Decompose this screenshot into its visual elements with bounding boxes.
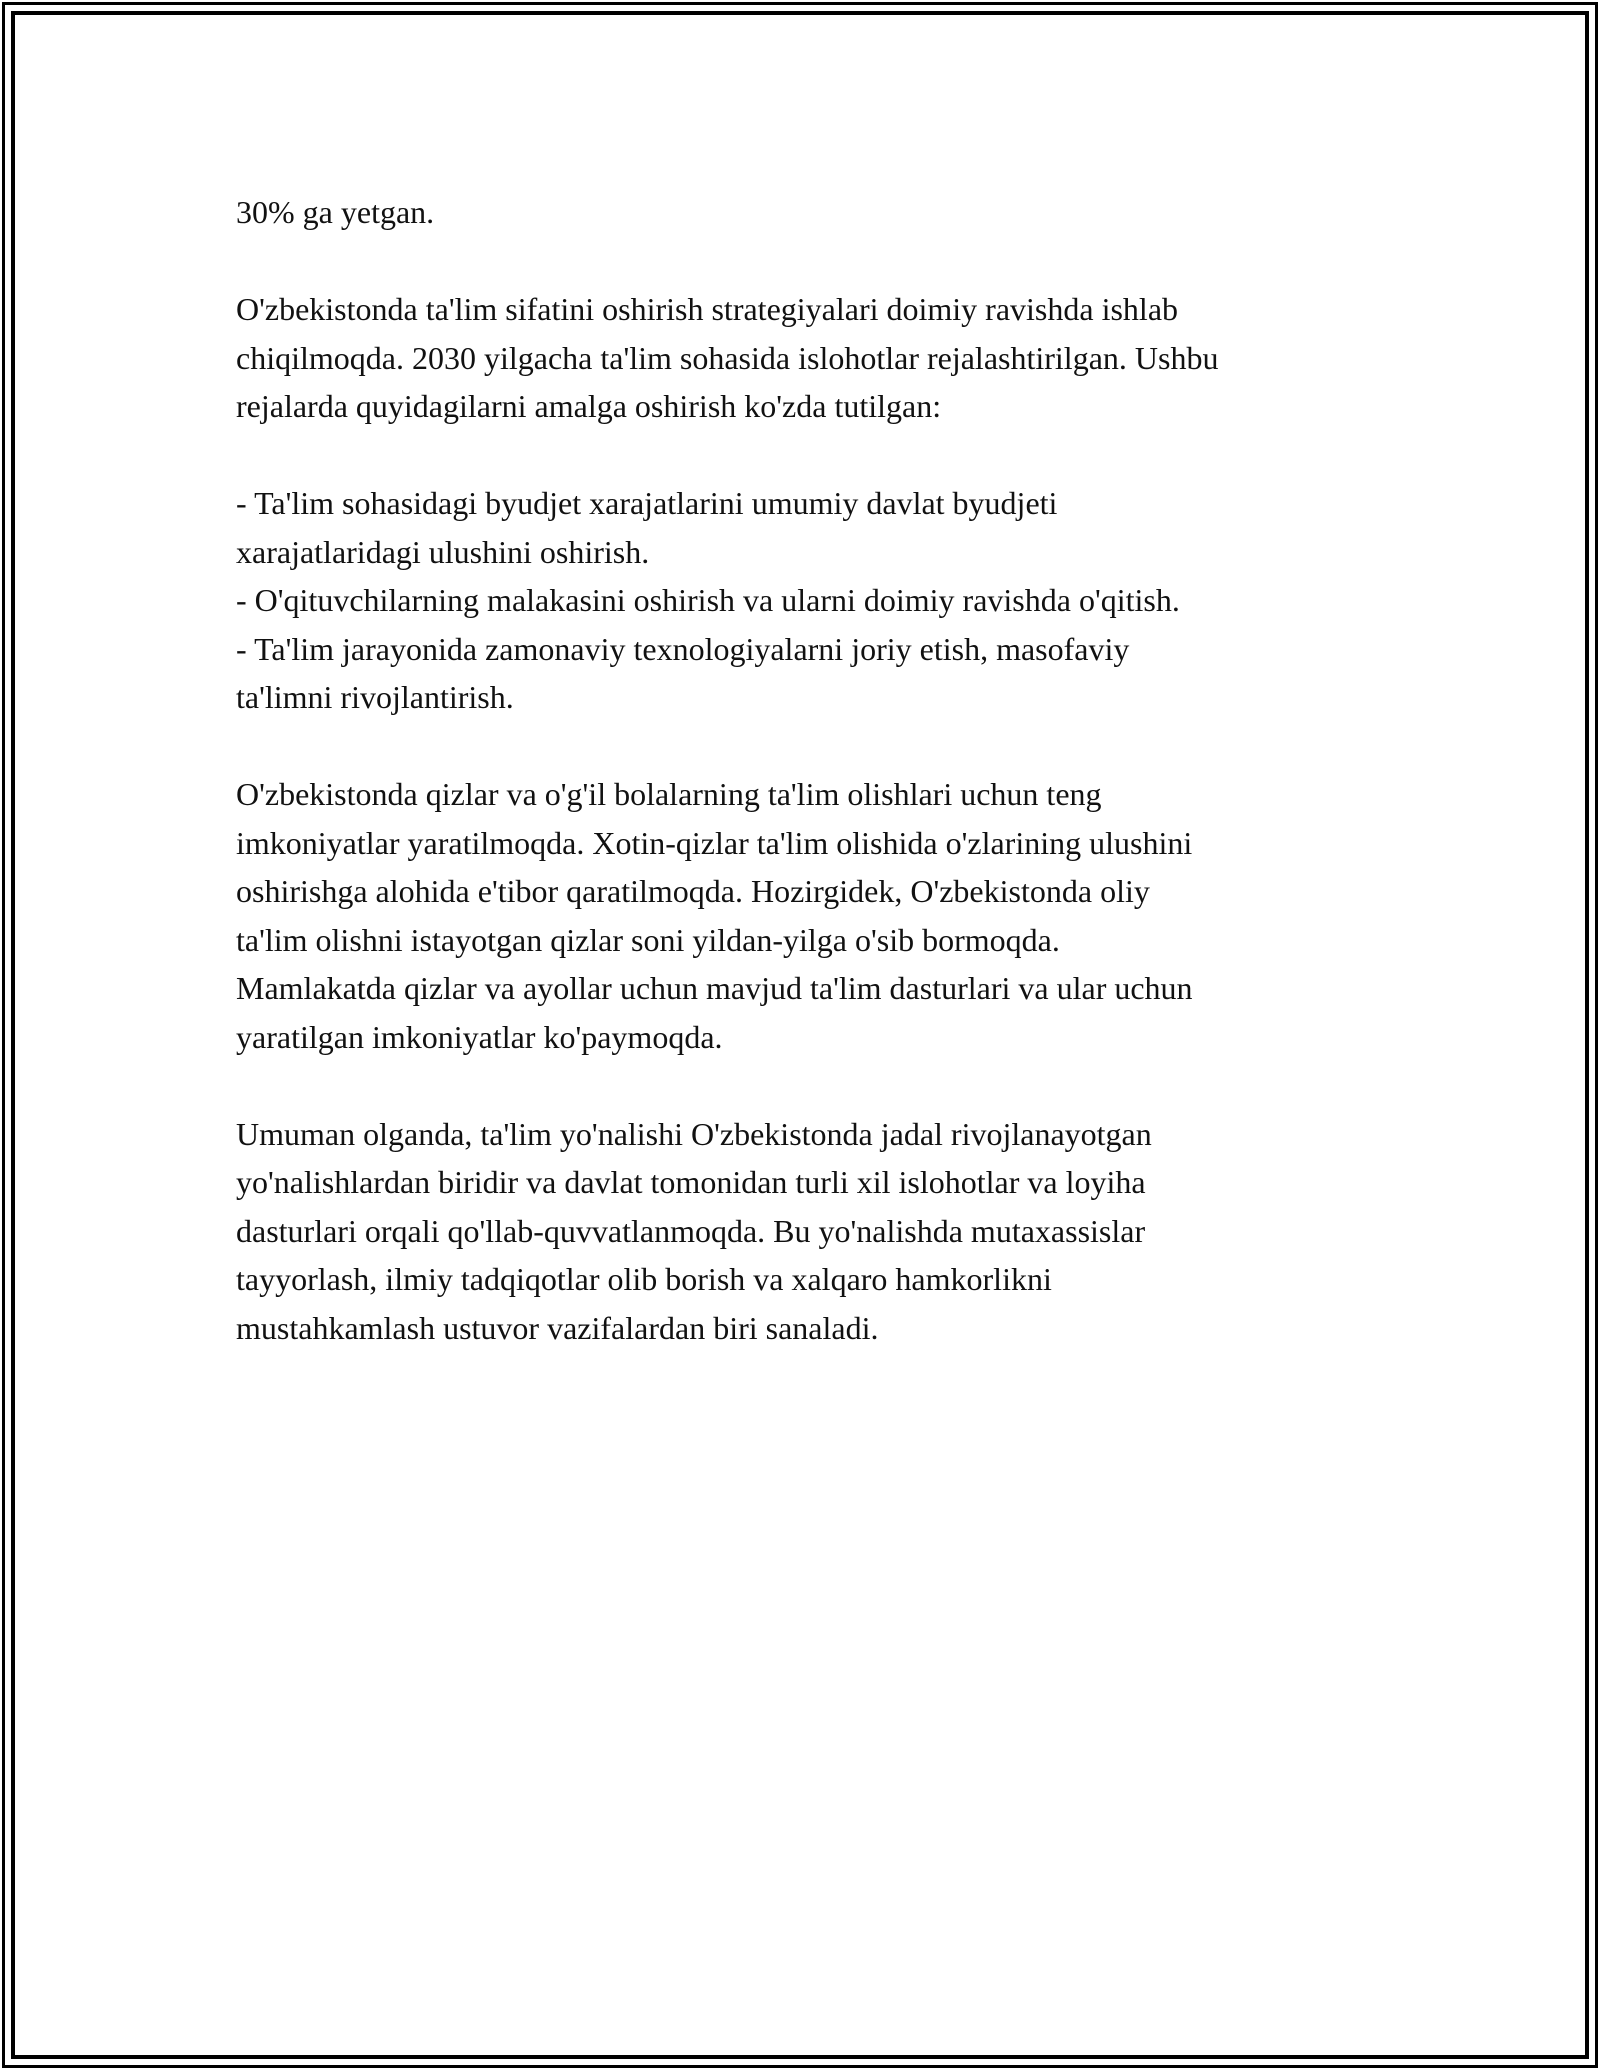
text-line: mustahkamlash ustuvor vazifalardan biri sanaladi. [236, 1309, 879, 1346]
paragraph [236, 188, 1376, 237]
paragraph-spacer [236, 1061, 1376, 1110]
text-line: O'zbekistonda qizlar va o'g'il bolalarning ta'lim olishlari uchun teng [236, 776, 1102, 812]
text-line: yo'nalishlardan biridir va davlat tomonidan turli xil islohotlar va loyiha [236, 1164, 1146, 1200]
text-line: tayyorlash, ilmiy tadqiqotlar olib borish va xalqaro hamkorlikni [236, 1261, 1052, 1297]
list-item-line: ta'limni rivojlantirish. [236, 679, 514, 715]
list-item-line: - Ta'lim jarayonida zamonaviy texnologiyalarni joriy etish, masofaviy [236, 630, 1130, 667]
paragraph [236, 285, 1376, 431]
text-line: yaratilgan imkoniyatlar ko'paymoqda. [236, 1018, 723, 1055]
bullet-list [236, 479, 1376, 722]
paragraph-spacer [236, 722, 1376, 771]
paragraph [236, 770, 1376, 1061]
text-line: dasturlari orqali qo'llab-quvvatlanmoqda. Bu yo'nalishda mutaxassislar [236, 1212, 1146, 1249]
text-line: imkoniyatlar yaratilmoqda. Xotin-qizlar ta'lim olishida o'zlarining ulushini [236, 824, 1193, 861]
paragraph [236, 1110, 1376, 1353]
text-line: O'zbekistonda ta'lim sifatini oshirish strategiyalari doimiy ravishda ishlab [236, 291, 1179, 327]
text-line: Umuman olganda, ta'lim yo'nalishi O'zbekistonda jadal rivojlanayotgan [236, 1115, 1152, 1152]
document-body [236, 188, 1376, 1352]
paragraph-spacer [236, 237, 1376, 286]
list-item-line: - O'qituvchilarning malakasini oshirish va ularni doimiy ravishda o'qitish. [236, 582, 1180, 618]
text-line: ta'lim olishni istayotgan qizlar soni yildan-yilga o'sib bormoqda. [236, 921, 1060, 958]
text-line: Mamlakatda qizlar va ayollar uchun mavjud ta'lim dasturlari va ular uchun [236, 970, 1193, 1006]
paragraph-spacer [236, 431, 1376, 480]
list-item-line: xarajatlaridagi ulushini oshirish. [236, 533, 650, 570]
text-line: 30% ga yetgan. [236, 194, 435, 230]
list-item-line: - Ta'lim sohasidagi byudjet xarajatlarini umumiy davlat byudjeti [236, 485, 1058, 521]
text-line: chiqilmoqda. 2030 yilgacha ta'lim sohasida islohotlar rejalashtirilgan. Ushbu [236, 339, 1219, 376]
text-line: oshirishga alohida e'tibor qaratilmoqda. Hozirgidek, O'zbekistonda oliy [236, 873, 1150, 909]
text-line: rejalarda quyidagilarni amalga oshirish ko'zda tutilgan: [236, 388, 942, 424]
